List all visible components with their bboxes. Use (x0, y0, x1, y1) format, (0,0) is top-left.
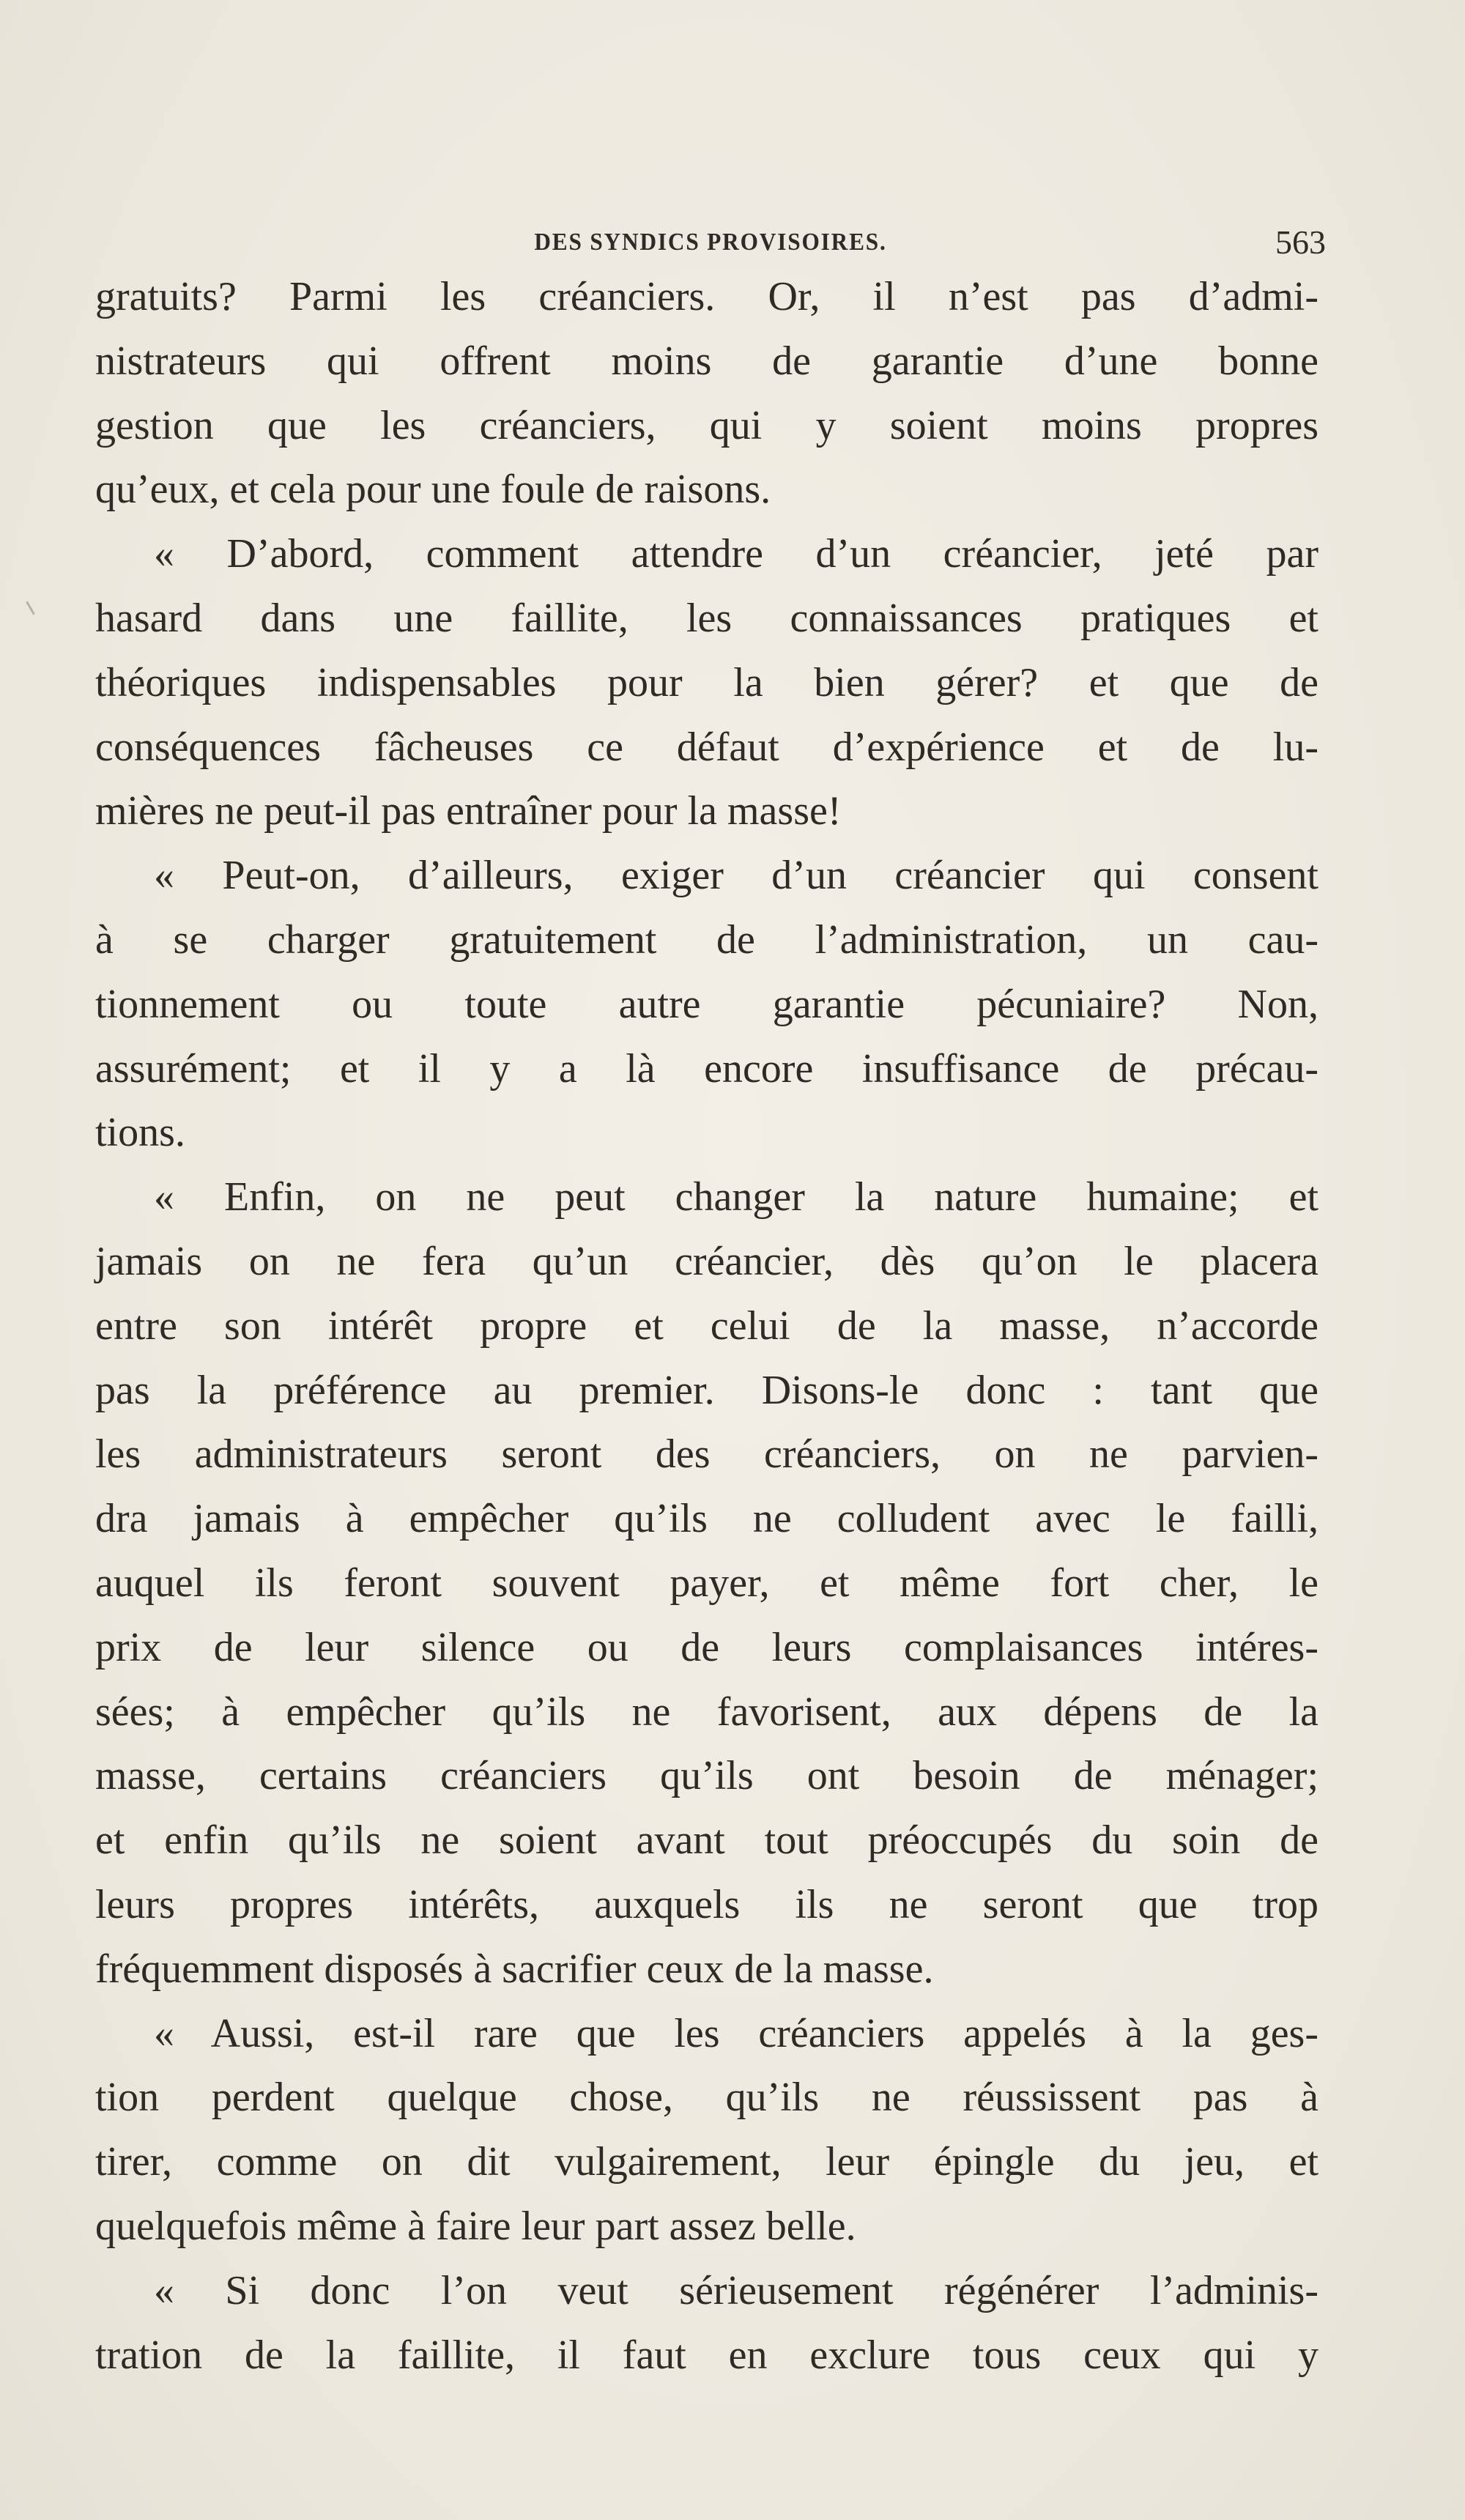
text-line: tions. (95, 1110, 185, 1156)
margin-mark (26, 601, 35, 615)
text-line: fréquemment disposés à sacrifier ceux de la masse. (95, 1946, 934, 1992)
text-line: tion perdent quelque chose, qu’ils ne réussissent pas à (95, 2075, 1318, 2121)
page-number: 563 (1275, 223, 1326, 261)
text-line: jamais on ne fera qu’un créancier, dès qu’on le placera (95, 1238, 1318, 1284)
text-line: tionnement ou toute autre garantie pécuniaire? Non, (95, 981, 1318, 1027)
text-line: auquel ils feront souvent payer, et même fort cher, le (95, 1560, 1318, 1606)
text-line: pas la préférence au premier. Disons-le donc : tant que (95, 1367, 1318, 1413)
text-line: gratuits? Parmi les créanciers. Or, il n’est pas d’admi- (95, 274, 1318, 319)
text-line: quelquefois même à faire leur part assez belle. (95, 2203, 856, 2249)
text-line: assurément; et il y a là encore insuffisance de précau- (95, 1045, 1318, 1092)
text-line: prix de leur silence ou de leurs complaisances intéres- (95, 1624, 1318, 1670)
text-line: à se charger gratuitement de l’administration, un cau- (95, 916, 1318, 963)
body-text (95, 265, 1318, 2387)
text-line: hasard dans une faillite, les connaissances pratiques et (95, 595, 1318, 641)
text-line: sées; à empêcher qu’ils ne favorisent, aux dépens de la (95, 1689, 1318, 1735)
text-line: dra jamais à empêcher qu’ils ne colludent avec le failli, (95, 1496, 1318, 1542)
text-line: mières ne peut-il pas entraîner pour la masse! (95, 788, 842, 834)
text-line: théoriques indispensables pour la bien gérer? et que de (95, 659, 1318, 705)
text-line: nistrateurs qui offrent moins de garantie d’une bonne (95, 338, 1318, 384)
running-title: DES SYNDICS PROVISOIRES. (534, 229, 887, 256)
text-line: « Si donc l’on veut sérieusement régénérer l’adminis- (154, 2267, 1318, 2313)
text-line: entre son intérêt propre et celui de la masse, n’accorde (95, 1302, 1318, 1349)
text-line: tration de la faillite, il faut en exclure tous ceux qui y (95, 2332, 1318, 2378)
text-line: gestion que les créanciers, qui y soient moins propres (95, 402, 1318, 448)
text-line: « Enfin, on ne peut changer la nature humaine; et (154, 1174, 1318, 1220)
text-line: « Peut-on, d’ailleurs, exiger d’un créancier qui consent (154, 853, 1318, 899)
text-line: leurs propres intérêts, auxquels ils ne seront que trop (95, 1881, 1318, 1927)
text-line: « Aussi, est-il rare que les créanciers appelés à la ges- (154, 2010, 1318, 2056)
page-header (95, 220, 1326, 264)
text-line: tirer, comme on dit vulgairement, leur épingle du jeu, et (95, 2139, 1318, 2185)
text-line: les administrateurs seront des créanciers, on ne parvien- (95, 1431, 1318, 1478)
text-line: « D’abord, comment attendre d’un créancier, jeté par (154, 531, 1318, 577)
text-line: masse, certains créanciers qu’ils ont besoin de ménager; (95, 1753, 1318, 1799)
text-line: et enfin qu’ils ne soient avant tout préoccupés du soin de (95, 1817, 1318, 1864)
text-line: conséquences fâcheuses ce défaut d’expérience et de lu- (95, 724, 1318, 770)
text-line: qu’eux, et cela pour une foule de raisons. (95, 467, 771, 513)
